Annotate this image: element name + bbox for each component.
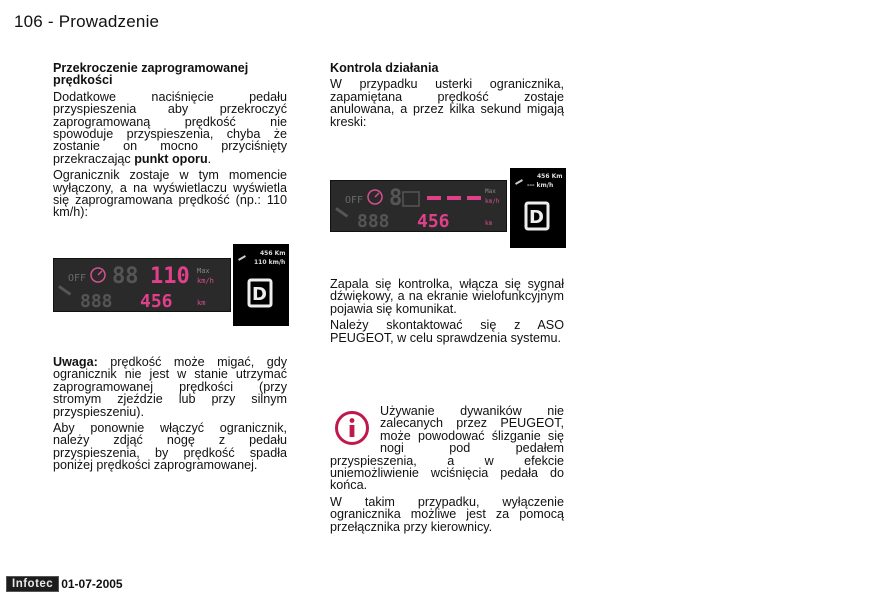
gear-indicator-2: D [529, 207, 544, 228]
mini-wrench-icon [238, 255, 246, 261]
right-paragraph-3: Należy skontaktować się z ASO PEUGEOT, w celu sprawdzenia systemu. [330, 318, 564, 345]
page-footer [6, 576, 123, 592]
svg-text:km/h: km/h [485, 198, 500, 205]
svg-text:km: km [197, 299, 206, 307]
svg-text:88: 88 [112, 264, 139, 289]
left-heading: Przekroczenie zaprogramowanej prędkości [53, 61, 249, 88]
right-paragraph-1: W przypadku usterki ogranicznika, zapamiętana prędkość zostaje anulowana, a przez kilka sekund migają kreski: [330, 77, 564, 129]
multifunction-display-2 [510, 168, 566, 248]
header-separator: - [47, 12, 54, 31]
right-heading: Kontrola działania [330, 61, 439, 75]
left-note: Uwaga: prędkość może migać, gdy ogranicznik nie jest w stanie utrzymać zaprogramowanej prędkości (przy stromym zjeździe lub przy silnym przyspieszeniu). [53, 355, 287, 419]
info-paragraph-1: Używanie dywaników nie zalecanych przez PEUGEOT, może powodować ślizganie się nogi pod pedałem przyspieszenia, a w efekcie uniemożliwienie wciśnięcia pedała do końca. [330, 404, 564, 493]
svg-text:--- km/h: --- km/h [527, 182, 554, 189]
right-column-top [330, 62, 564, 132]
info-notice [330, 405, 564, 537]
multifunction-display-1 [233, 244, 289, 326]
footer-date: 01-07-2005 [61, 577, 123, 591]
svg-text:8: 8 [389, 186, 403, 211]
svg-text:km: km [485, 220, 493, 227]
gear-indicator: D [252, 284, 267, 305]
instrument-display-dashes [330, 180, 507, 232]
page-number: 106 [14, 12, 43, 31]
right-paragraph-2: Zapala się kontrolka, włącza się sygnał dźwiękowy, a na ekranie wielofunkcyjnym pojawia się komunikat. [330, 277, 564, 316]
mini-wrench-icon-2 [515, 179, 523, 185]
dash-segment-3 [467, 196, 481, 200]
svg-text:km/h: km/h [197, 277, 214, 285]
svg-text:110 km/h: 110 km/h [254, 259, 286, 266]
svg-text:888: 888 [80, 291, 113, 311]
section-title: Prowadzenie [58, 12, 160, 31]
display2-distance-value: 456 [417, 211, 450, 231]
resistance-point-term: punkt oporu [134, 151, 208, 166]
display-speed-value: 110 [150, 264, 190, 289]
svg-text:456 Km: 456 Km [537, 173, 563, 180]
wrench-icon [58, 285, 71, 295]
left-paragraph-1: Dodatkowe naciśnięcie pedału przyspieszenia aby przekroczyć zaprogramowaną prędkość nie spowoduje przyspieszenia, chyba że zostanie on mocno przyciśnięty przekraczając punkt oporu. [53, 89, 287, 166]
display-off-label: OFF [68, 273, 87, 284]
dash-segment-1 [427, 196, 441, 200]
left-paragraph-3: Aby ponownie włączyć ogranicznik, należy zdjąć nogę z pedału przyspieszenia, by prędkość spadła poniżej prędkości zaprogramowanej. [53, 421, 287, 473]
info-paragraph-2: W takim przypadku, wyłączenie ogranicznika możliwe jest za pomocą przełącznika przy kierownicy. [330, 494, 564, 534]
wrench-icon-2 [335, 207, 348, 217]
right-column-middle [330, 278, 564, 348]
left-paragraph-2: Ogranicznik zostaje w tym momencie wyłączony, a na wyświetlaczu wyświetla się zaprogramowana prędkość (np.: 110 km/h): [53, 168, 287, 220]
svg-text:456 Km: 456 Km [260, 250, 286, 257]
dash-segment-2 [447, 196, 461, 200]
svg-text:Max: Max [485, 188, 496, 195]
instrument-display-110 [53, 258, 231, 312]
svg-text:Max: Max [197, 267, 210, 275]
left-column-top [53, 62, 287, 223]
page-header [14, 12, 159, 32]
svg-text:888: 888 [357, 211, 390, 231]
infotec-logo: Infotec [6, 576, 59, 592]
display-distance-value: 456 [140, 291, 173, 311]
left-column-bottom [53, 356, 287, 476]
svg-text:OFF: OFF [345, 195, 364, 206]
